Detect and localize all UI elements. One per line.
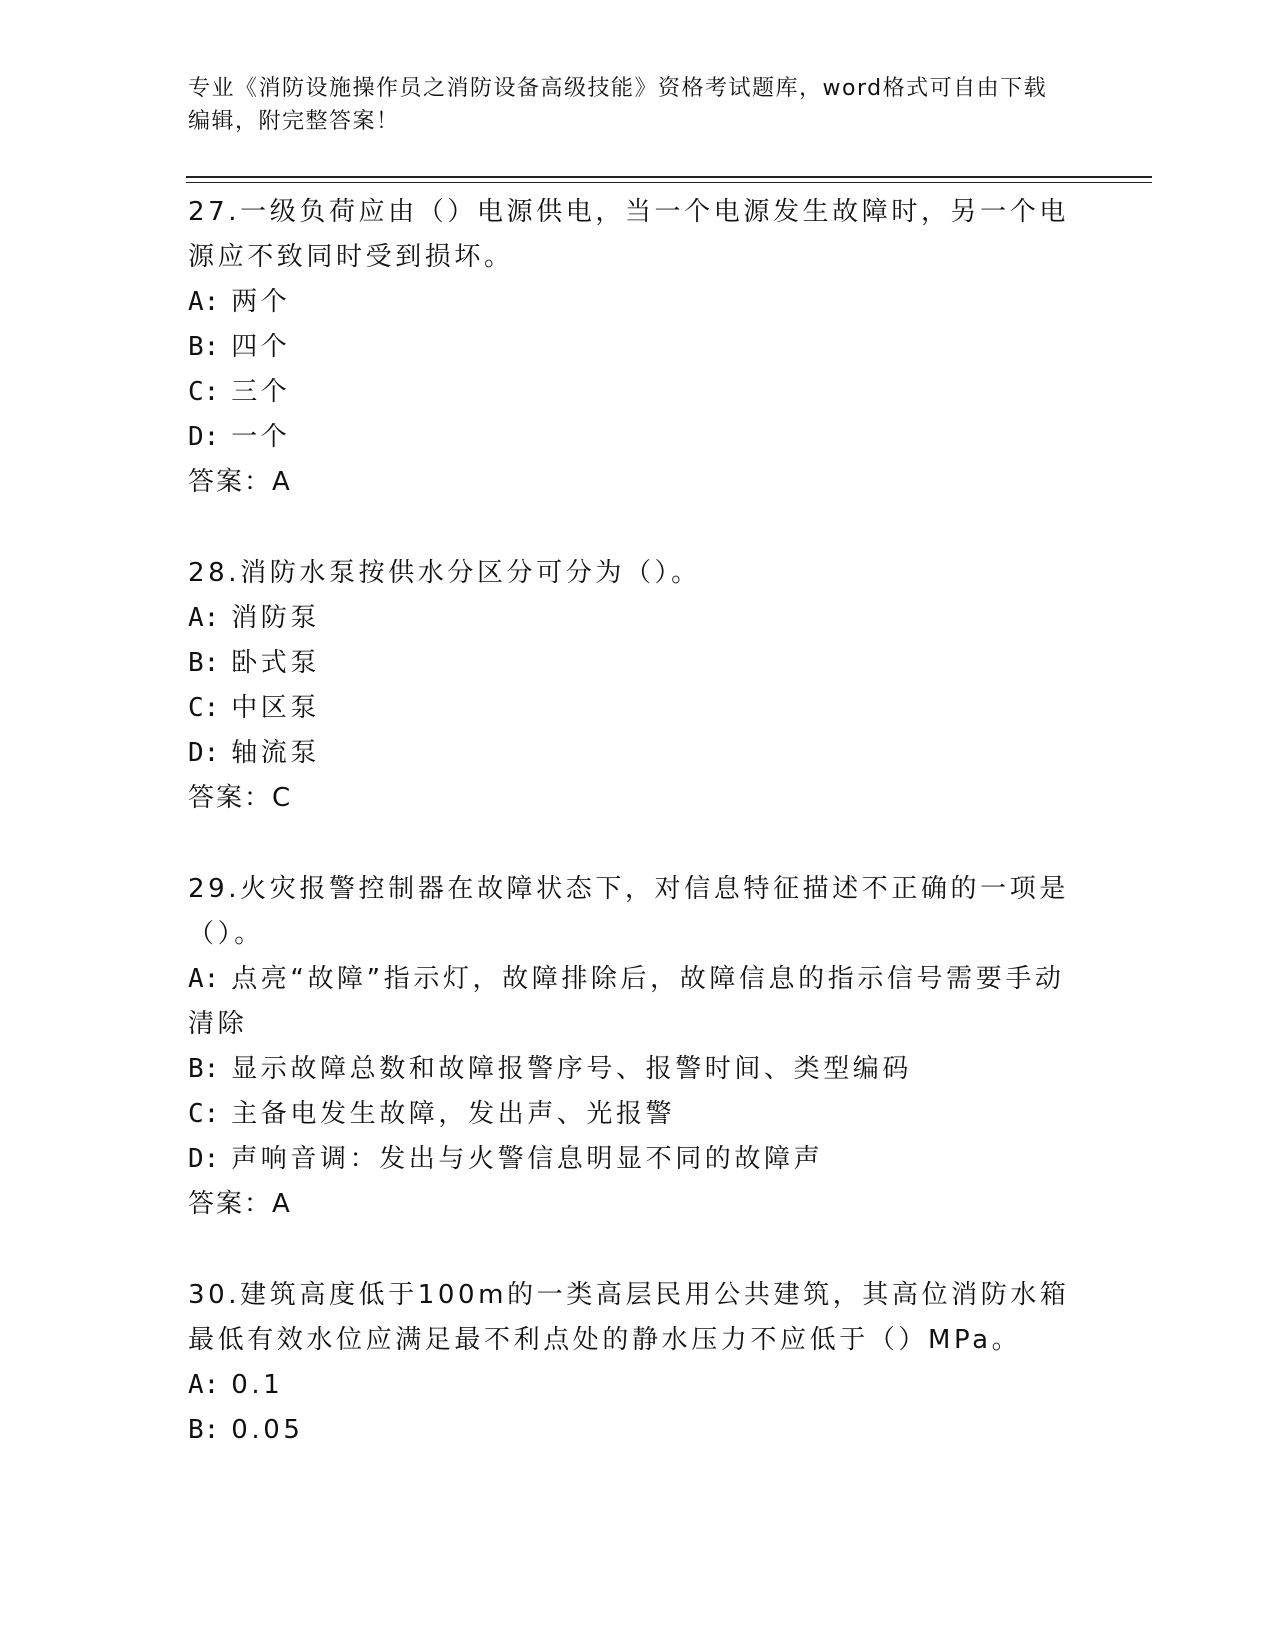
- document-header: [188, 72, 1068, 138]
- option-a: [188, 957, 1088, 1047]
- option-b: [188, 1408, 1088, 1453]
- option-text: 卧式泵: [231, 648, 320, 678]
- option-text: 消防泵: [231, 603, 320, 633]
- option-letter: D:: [188, 422, 220, 452]
- question-stem: 27.一级负荷应由（）电源供电，当一个电源发生故障时，另一个电源应不致同时受到损坏。: [188, 197, 1069, 272]
- option-text: 点亮“故障”指示灯，故障排除后，故障信息的指示信号需要手动清除: [188, 964, 1065, 1039]
- option-letter: A:: [188, 964, 220, 994]
- option-text: 一个: [231, 422, 291, 452]
- option-letter: A:: [188, 287, 220, 317]
- option-letter: C:: [188, 1099, 220, 1129]
- option-letter: C:: [188, 693, 220, 723]
- option-letter: B:: [188, 1415, 220, 1445]
- option-letter: D:: [188, 1144, 220, 1174]
- header-rule-thin: [186, 182, 1152, 183]
- option-c: [188, 370, 1088, 415]
- question-stem: 28.消防水泵按供水分区分可分为（）。: [188, 558, 701, 588]
- option-letter: A:: [188, 603, 220, 633]
- answer-line: 答案：C: [188, 783, 293, 813]
- question-27: [188, 190, 1088, 505]
- option-letter: A:: [188, 1370, 220, 1400]
- option-text: 三个: [231, 377, 291, 407]
- option-d: [188, 731, 1088, 776]
- question-stem: 29.火灾报警控制器在故障状态下，对信息特征描述不正确的一项是（）。: [188, 874, 1069, 949]
- option-b: [188, 325, 1088, 370]
- option-letter: C:: [188, 377, 220, 407]
- option-text: 主备电发生故障，发出声、光报警: [231, 1099, 676, 1129]
- option-text: 0.1: [231, 1370, 284, 1400]
- answer-line: 答案：A: [188, 467, 292, 497]
- header-text: 专业《消防设施操作员之消防设备高级技能》资格考试题库，word格式可自由下载编辑，附完整答案！: [188, 76, 1048, 134]
- option-b: [188, 1047, 1088, 1092]
- option-letter: B:: [188, 1054, 220, 1084]
- option-c: [188, 686, 1088, 731]
- option-letter: B:: [188, 332, 220, 362]
- option-letter: D:: [188, 738, 220, 768]
- option-text: 轴流泵: [231, 738, 320, 768]
- question-stem: 30.建筑高度低于100m的一类高层民用公共建筑，其高位消防水箱最低有效水位应满足最不利点处的静水压力不应低于（）MPa。: [188, 1280, 1070, 1355]
- option-letter: B:: [188, 648, 220, 678]
- question-list: [188, 190, 1088, 1499]
- option-text: 显示故障总数和故障报警序号、报警时间、类型编码: [231, 1054, 912, 1084]
- option-a: [188, 596, 1088, 641]
- option-d: [188, 1137, 1088, 1182]
- option-a: [188, 280, 1088, 325]
- option-a: [188, 1363, 1088, 1408]
- answer-line: 答案：A: [188, 1189, 292, 1219]
- option-d: [188, 415, 1088, 460]
- option-b: [188, 641, 1088, 686]
- question-29: [188, 867, 1088, 1227]
- option-text: 0.05: [231, 1415, 304, 1445]
- option-text: 声响音调：发出与火警信息明显不同的故障声: [231, 1144, 824, 1174]
- header-rule-thick: [186, 176, 1152, 178]
- option-text: 中区泵: [231, 693, 320, 723]
- option-text: 四个: [231, 332, 291, 362]
- option-c: [188, 1092, 1088, 1137]
- question-30: [188, 1273, 1088, 1453]
- option-text: 两个: [231, 287, 291, 317]
- question-28: [188, 551, 1088, 821]
